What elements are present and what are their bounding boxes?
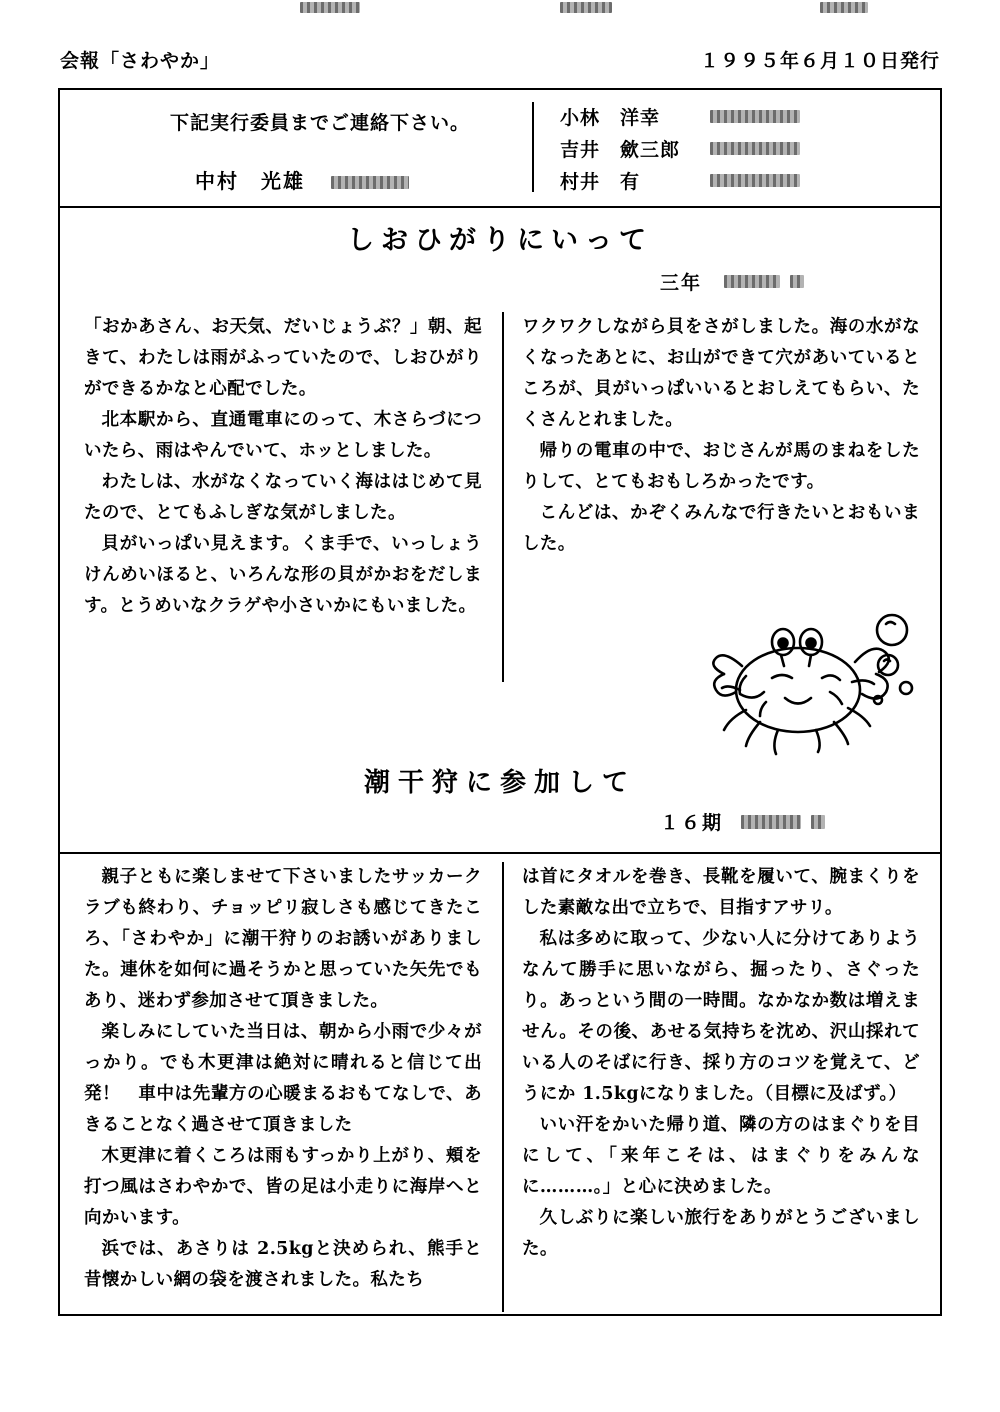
contact-row — [560, 164, 930, 196]
redacted-phone — [331, 176, 409, 189]
article-2-body — [84, 862, 920, 1312]
paragraph: こんどは、かぞくみんなで行きたいとおもいました。 — [522, 503, 920, 554]
contact-name: 村井 有 — [560, 170, 641, 193]
redaction-mark — [820, 2, 868, 13]
paragraph: わたしは、水がなくなっていく海ははじめて見たので、とてもふしぎな気がしました。 — [84, 472, 482, 523]
paragraph: 私は多めに取って、少ない人に分けてありようなんて勝手に思いながら、掘ったり、さぐったり。あっという間の一時間。なかなか数は増えません。その後、あせる気持ちを沈め、沢山採れている人のそばに行き、採り方のコツを覚えて、どうにか 1.5kgになりました。（目標に及ばず。） — [522, 929, 920, 1104]
contact-name: 吉井 歛三郎 — [560, 138, 681, 161]
article-2-column-divider — [502, 862, 504, 1312]
article-1-column-divider — [502, 312, 504, 682]
article-2-byline-grade: １６期 — [660, 812, 724, 834]
article-1-right-column — [522, 312, 920, 560]
article-1-byline — [660, 268, 804, 295]
article-2-byline — [660, 808, 825, 835]
redaction-mark — [560, 2, 612, 13]
contact-row — [560, 100, 930, 132]
paragraph: 楽しみにしていた当日は、朝から小雨で少々がっかり。でも木更津は絶対に晴れると信じて出発！ 車中は先輩方の心暖まるおもてなしで、あきることなく過させて頂きました — [84, 1022, 482, 1135]
article-2-title: 潮干狩に参加して — [363, 768, 636, 798]
redacted-author-name-2 — [811, 815, 825, 829]
document-frame — [58, 88, 942, 1316]
contacts-member-list — [560, 100, 930, 196]
paragraph: 久しぶりに楽しい旅行をありがとうございました。 — [522, 1208, 920, 1259]
crab-illustration — [680, 570, 930, 760]
article-1-title: しおひがりにいって — [347, 225, 653, 256]
newsletter-title: 会報「さわやか」 — [60, 49, 221, 72]
top-redaction-marks — [0, 0, 1000, 16]
contact-name: 小林 洋幸 — [560, 106, 661, 129]
redacted-phone — [710, 142, 800, 155]
masthead — [60, 44, 940, 74]
contact-row — [560, 132, 930, 164]
paragraph: 帰りの電車の中で、おじさんが馬のまねをしたりして、とてもおもしろかったです。 — [522, 441, 920, 492]
article-1-left-column — [84, 312, 482, 622]
publication-date: １９９５年６月１０日発行 — [699, 49, 940, 72]
paragraph: は首にタオルを巻き、長靴を履いて、腕まくりをした素敵な出で立ちで、目指すアサリ。 — [522, 867, 920, 918]
contacts-left — [60, 90, 532, 204]
paragraph: 浜では、あさりは 2.5kgと決められ、熊手と昔懐かしい網の袋を渡されました。私たち — [84, 1239, 482, 1290]
contacts-band — [60, 90, 940, 208]
redacted-phone — [710, 110, 800, 123]
paragraph: 「おかあさん、お天気、だいじょうぶ？」朝、起きて、わたしは雨がふっていたので、しおひがりができるかなと心配でした。 — [84, 317, 482, 399]
redacted-author-name — [724, 275, 780, 288]
paragraph: いい汗をかいた帰り道、隣の方のはまぐりを目にして、「来年こそは、はまぐりをみんなに………。」と心に決めました。 — [522, 1115, 920, 1197]
redacted-author-name — [741, 815, 801, 829]
paragraph: ワクワクしながら貝をさがしました。海の水がなくなったあとに、お山ができて穴があいているところが、貝がいっぱいいるとおしえてもらい、たくさんとれました。 — [522, 317, 920, 430]
article-2-left-column — [84, 862, 482, 1296]
article-2-top-rule — [60, 852, 940, 854]
paragraph: 貝がいっぱい見えます。くま手で、いっしょうけんめいほると、いろんな形の貝がかおをだします。とうめいなクラゲや小さいかにもいました。 — [84, 534, 482, 616]
article-2-right-column — [522, 862, 920, 1265]
paragraph: 親子ともに楽しませて下さいましたサッカークラブも終わり、チョッピリ寂しさも感じてきたころ、「さわやか」に潮干狩りのお誘いがありました。連休を如何に過そうかと思っていた矢先でもあり、迷わず参加させて頂きました。 — [84, 867, 482, 1011]
contacts-main-name-label: 中村 光雄 — [195, 169, 305, 193]
article-1-byline-grade: 三年 — [660, 272, 703, 294]
contacts-main-name — [195, 165, 409, 194]
paragraph: 北本駅から、直通電車にのって、木さらづについたら、雨はやんでいて、ホッとしました。 — [84, 410, 482, 461]
redacted-author-name-2 — [790, 275, 804, 288]
paragraph: 木更津に着くころは雨もすっかり上がり、頬を打つ風はさわやかで、皆の足は小走りに海岸へと向かいます。 — [84, 1146, 482, 1228]
contacts-lead-text: 下記実行委員までご連絡下さい。 — [170, 112, 471, 134]
redacted-phone — [710, 174, 800, 187]
redaction-mark — [300, 2, 360, 13]
contacts-vertical-divider — [532, 102, 534, 192]
